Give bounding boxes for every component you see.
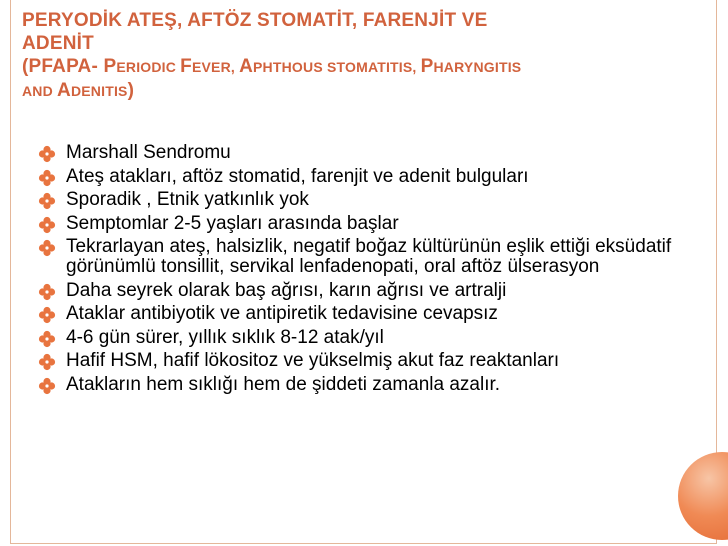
- orange-orb-decoration: [678, 452, 728, 542]
- title-part: DENITIS: [70, 83, 128, 99]
- title-line-4: [22, 79, 712, 103]
- title-part: ERIODIC: [116, 59, 181, 75]
- flower-bullet-icon: [38, 216, 56, 234]
- bullet-text: Daha seyrek olarak baş ağrısı, karın ağrısı ve artralji: [66, 279, 507, 301]
- bullet-text: Atakların hem sıklığı hem de şiddeti zamanla azalır.: [66, 373, 501, 395]
- bullet-item: [38, 328, 698, 348]
- bullet-item: [38, 190, 698, 210]
- bullet-item: [38, 167, 698, 187]
- bullet-text: Ataklar antibiyotik ve antipiretik tedavisine cevapsız: [66, 303, 498, 324]
- title-part: A: [57, 80, 71, 101]
- bullet-item: [38, 351, 698, 371]
- orb-circle: [678, 452, 728, 540]
- slide-title: [22, 9, 712, 103]
- bullet-text: Hafif HSM, hafif lökositoz ve yükselmiş akut faz reaktanları: [66, 350, 560, 371]
- bullet-text: Sporadik , Etnik yatkınlık yok: [66, 189, 309, 210]
- bullet-item: [38, 143, 698, 163]
- title-line-3: [22, 55, 712, 79]
- bullet-item: [38, 304, 698, 324]
- title-line-2: ADENİT: [22, 33, 94, 54]
- flower-bullet-icon: [38, 145, 56, 163]
- title-part: P: [420, 56, 434, 77]
- bullet-item: [38, 237, 698, 277]
- flower-bullet-icon: [38, 330, 56, 348]
- bullet-list: [38, 143, 698, 398]
- title-part: EVER,: [191, 59, 240, 75]
- bullet-text: Marshall Sendromu: [66, 142, 231, 163]
- flower-bullet-icon: [38, 306, 56, 324]
- bullet-text: Semptomlar 2-5 yaşları arasında başlar: [66, 212, 399, 234]
- flower-bullet-icon: [38, 239, 56, 257]
- bullet-text: Tekrarlayan ateş, halsizlik, negatif boğaz kültürünün eşlik ettiği eksüdatif görünümlü tonsillit, servikal lenfadenopati, oral aftöz ülserasyon: [66, 236, 672, 277]
- title-part: HARYNGITIS: [433, 59, 522, 75]
- title-part: (PFAPA- P: [22, 56, 117, 77]
- title-part: ): [127, 80, 135, 101]
- bullet-item: [38, 214, 698, 234]
- title-part: F: [180, 56, 192, 77]
- title-line-1: PERYODİK ATEŞ, AFTÖZ STOMATİT, FARENJİT VE: [22, 10, 488, 31]
- flower-bullet-icon: [38, 353, 56, 371]
- flower-bullet-icon: [38, 283, 56, 301]
- flower-bullet-icon: [38, 169, 56, 187]
- bullet-text: Ateş atakları, aftöz stomatid, farenjit ve adenit bulguları: [66, 165, 529, 187]
- bullet-item: [38, 281, 698, 301]
- bullet-item: [38, 375, 698, 395]
- title-part: A: [239, 56, 254, 77]
- title-part: AND: [22, 83, 58, 99]
- title-part: PHTHOUS STOMATITIS,: [253, 59, 421, 75]
- flower-bullet-icon: [38, 377, 56, 395]
- bullet-text: 4-6 gün sürer, yıllık sıklık 8-12 atak/yıl: [66, 326, 384, 348]
- flower-bullet-icon: [38, 192, 56, 210]
